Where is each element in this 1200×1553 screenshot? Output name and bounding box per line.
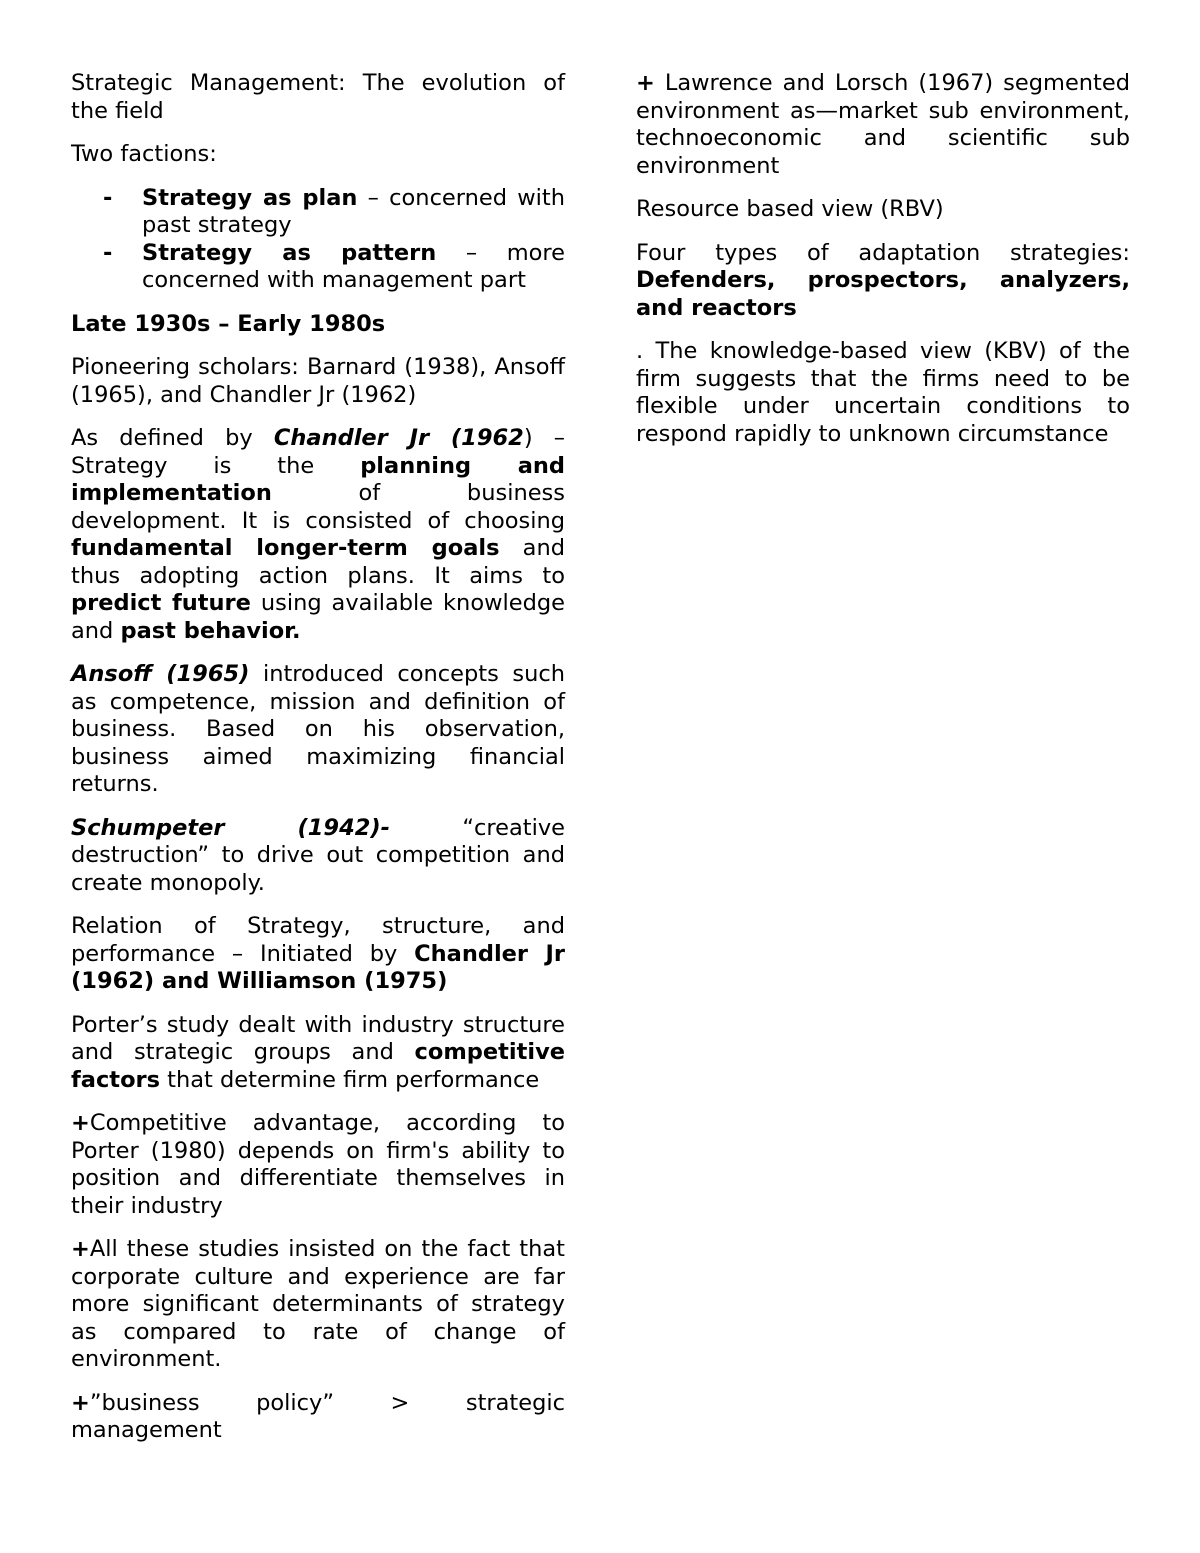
text-run: and thus adopting action plans. It aims to bbox=[71, 535, 565, 589]
left-column bbox=[71, 70, 565, 1461]
document-title: Strategic Management: The evolution of the field bbox=[71, 70, 565, 124]
text-run: Competitive advantage, according to Porter (1980) depends on firm's ability to position and differentiate themselves in their industry bbox=[71, 1110, 565, 1219]
competitive-advantage-paragraph bbox=[71, 1110, 565, 1220]
plus-marker: + bbox=[636, 70, 655, 96]
author-name: Ansoff (1965) bbox=[71, 661, 250, 687]
emphasis: fundamental longer-term goals bbox=[71, 535, 500, 561]
faction-description: – concerned with past strategy bbox=[142, 184, 565, 238]
faction-description: – more concerned with management part bbox=[142, 239, 565, 293]
chandler-paragraph bbox=[71, 425, 565, 645]
text-run: Lawrence and Lorsch (1967) segmented environment as—market sub environment, technoeconomic and scientific sub environment bbox=[636, 70, 1130, 179]
emphasis: Defenders, prospectors, analyzers, and reactors bbox=[636, 267, 1130, 321]
adaptation-paragraph bbox=[636, 240, 1130, 323]
factions-intro: Two factions: bbox=[71, 141, 217, 167]
text-run: Four types of adaptation strategies: bbox=[636, 239, 1130, 266]
faction-term: Strategy as plan bbox=[142, 184, 358, 211]
text-run: ) – Strategy is the bbox=[71, 425, 565, 479]
text-run: Relation of Strategy, structure, and performance – Initiated by bbox=[71, 913, 565, 967]
rbv-paragraph: Resource based view (RBV) bbox=[636, 196, 944, 222]
era-heading: Late 1930s – Early 1980s bbox=[71, 310, 386, 337]
text-run: ”business policy” > strategic management bbox=[71, 1389, 565, 1443]
factions-list bbox=[71, 185, 565, 295]
text-run: of business development. It is consisted of choosing bbox=[71, 480, 565, 534]
bullet-dash: - bbox=[103, 239, 113, 266]
all-studies-paragraph bbox=[71, 1236, 565, 1374]
schumpeter-paragraph bbox=[71, 815, 565, 898]
emphasis: Chandler Jr (1962) and Williamson (1975) bbox=[71, 940, 565, 994]
plus-marker: + bbox=[71, 1236, 90, 1262]
emphasis: competitive factors bbox=[71, 1039, 565, 1093]
business-policy-paragraph bbox=[71, 1390, 565, 1445]
plus-marker: + bbox=[71, 1389, 90, 1416]
bullet-dash: - bbox=[103, 184, 113, 211]
ansoff-paragraph bbox=[71, 661, 565, 799]
text-run: As defined by bbox=[71, 425, 274, 451]
author-name: Schumpeter (1942)- bbox=[71, 814, 391, 841]
text-run: using available knowledge and bbox=[71, 590, 565, 644]
relation-paragraph bbox=[71, 913, 565, 996]
emphasis: past behavior. bbox=[120, 617, 301, 644]
kbv-paragraph: . The knowledge-based view (KBV) of the firm suggests that the firms need to be flexible under uncertain conditions to respond rapidly to unknown circumstance bbox=[636, 338, 1130, 447]
emphasis: planning and implementation bbox=[71, 452, 566, 506]
list-item bbox=[71, 185, 565, 240]
lawrence-paragraph bbox=[636, 70, 1130, 180]
porter-paragraph bbox=[71, 1012, 565, 1095]
pioneers-paragraph: Pioneering scholars: Barnard (1938), Ansoff (1965), and Chandler Jr (1962) bbox=[71, 354, 565, 408]
text-run: “creative destruction” to drive out competition and create monopoly. bbox=[71, 814, 565, 896]
text-run: introduced concepts such as competence, mission and definition of business. Based on his observation, business aimed maximizing financial returns. bbox=[71, 661, 565, 797]
author-name: Chandler Jr (1962 bbox=[273, 425, 524, 451]
faction-term: Strategy as pattern bbox=[142, 239, 437, 266]
right-column bbox=[636, 70, 1130, 464]
text-run: Porter’s study dealt with industry structure and strategic groups and bbox=[71, 1011, 565, 1065]
list-item bbox=[71, 240, 565, 295]
emphasis: predict future bbox=[71, 590, 251, 616]
plus-marker: + bbox=[71, 1110, 90, 1136]
text-run: that determine firm performance bbox=[160, 1066, 540, 1093]
text-run: All these studies insisted on the fact that corporate culture and experience are far more significant determinants of strategy as compared to rate of change of environment. bbox=[71, 1236, 565, 1372]
